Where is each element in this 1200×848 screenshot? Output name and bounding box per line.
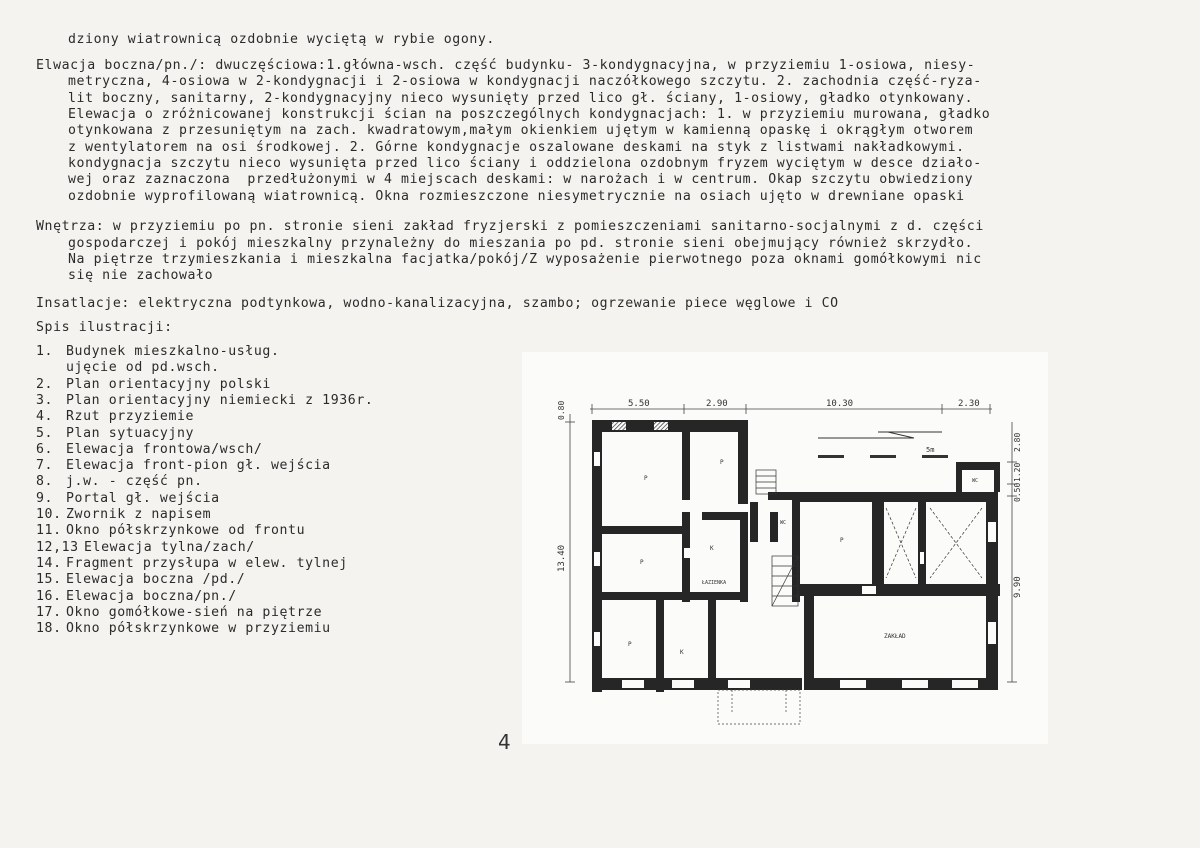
dim-right-1: 2.80 (1013, 432, 1022, 452)
text-line: ozdobnie wyprofilowaną wiatrownicą. Okna rozmieszczone niesymetrycznie na osiach ujęto w drewniane opaski (68, 189, 965, 204)
illustration-item (36, 344, 280, 360)
text-line: kondygnacja szczytu nieco wysunięta przed lico ściany i oddzielona ozdobnym fryzem wyciętym w desce działo- (68, 156, 982, 171)
room-label: WC (972, 478, 979, 484)
illustration-number: 8. (36, 474, 54, 490)
room-label: P (644, 475, 648, 482)
scale-label: 5m (926, 446, 935, 454)
illustration-title: Elewacja boczna/pn./ (66, 588, 237, 604)
illustration-item (36, 458, 331, 474)
text-line: metryczna, 4-osiowa w 2-kondygnacji i 2-osiowa w kondygnacji naczółkowego szczytu. 2. zachodnia część-ryza- (68, 74, 982, 89)
illustration-item (36, 491, 220, 507)
illustration-title: Okno półskrzynkowe w przyziemiu (66, 621, 331, 637)
illustration-number: 5. (36, 425, 54, 441)
illustration-number: 6. (36, 441, 54, 457)
illustration-item (36, 556, 348, 572)
illustration-item (36, 523, 305, 539)
illustration-number: 14. (36, 555, 62, 571)
dim-left: 13.40 (557, 544, 567, 572)
room-label: P (628, 641, 632, 648)
illustration-number: 1. (36, 344, 54, 359)
text-line: dziony wiatrownicą ozdobnie wyciętą w rybie ogony. (68, 32, 495, 47)
illustration-item (36, 393, 373, 409)
illustration-number: 12,13 (36, 539, 79, 555)
entrance-steps (718, 690, 800, 724)
floor-plan-photo (522, 352, 1048, 744)
illustration-number: 17. (36, 604, 62, 620)
illustration-title: ujęcie od pd.wsch. (66, 360, 220, 376)
illustration-number: 18. (36, 621, 62, 637)
page-number: 4 (498, 730, 511, 754)
illustration-title: Elewacja front-pion gł. wejścia (66, 458, 331, 474)
room-label: P (840, 537, 844, 544)
illustration-title: j.w. - część pn. (66, 474, 203, 490)
illustration-item (36, 507, 211, 523)
illustration-number: 7. (36, 458, 54, 474)
room-label: K (710, 545, 714, 552)
illustration-item (36, 474, 203, 490)
installations-line: Insatlacje: elektryczna podtynkowa, wodno-kanalizacyjna, szambo; ogrzewanie piece węglowe i CO (36, 296, 839, 311)
text-line: otynkowana z przesuniętym na zach. kwadratowym,małym okienkiem ujętym w kamienną opaskę i okrągłym otworem (68, 123, 974, 138)
illustration-item (36, 360, 220, 376)
illustration-item (36, 409, 194, 425)
dim-right-4: 9.90 (1013, 576, 1023, 598)
illustration-title: Plan orientacyjny polski (66, 376, 271, 392)
room-label: ZAKŁAD (884, 633, 906, 640)
room-label: ŁAZIENKA (702, 580, 727, 586)
dim-right-2: 1.20 (1013, 462, 1022, 482)
illustration-title: Plan orientacyjny niemiecki z 1936r. (66, 392, 374, 408)
floor-plan-drawing (522, 352, 1048, 744)
illustration-number: 2. (36, 376, 54, 392)
illustration-item (36, 377, 271, 393)
text-line: gospodarczej i pokój mieszkalny przynależny do mieszania po pd. stronie sieni obejmujący również skrzydło. (68, 236, 974, 251)
text-line: wej oraz zaznaczona przedłużonymi w 4 miejscach deskami: w narożach i w centrum. Okap szczytu obwiedziony (68, 172, 974, 187)
text-line: Elewacja o zróżnicowanej konstrukcji ścian na poszczególnych kondygnacjach: 1. w przyziemiu murowana, gładko (68, 107, 991, 122)
illustration-item (36, 589, 237, 605)
illustration-title: Fragment przysłupa w elew. tylnej (66, 555, 348, 571)
illustration-number: 16. (36, 588, 62, 604)
shafts (886, 508, 982, 578)
illustration-number: 15. (36, 572, 62, 588)
illustration-title: Rzut przyziemie (66, 409, 195, 425)
illustration-list-heading: Spis ilustracji: (36, 320, 173, 335)
illustration-title: Elewacja boczna /pd./ (66, 572, 246, 588)
illustration-item (36, 426, 194, 442)
illustration-number: 11. (36, 523, 62, 539)
north-arrow-icon (818, 432, 942, 438)
illustration-item (36, 442, 262, 458)
illustration-item (36, 540, 255, 556)
illustration-title: Zwornik z napisem (66, 507, 212, 522)
illustration-item (36, 621, 331, 637)
illustration-title: Budynek mieszkalno-usług. (66, 344, 280, 359)
dim-top-2: 2.90 (706, 399, 728, 409)
illustration-item (36, 572, 245, 588)
text-line: Elwacja boczna/pn./: dwuczęściowa:1.główna-wsch. część budynku- 3-kondygnacyjna, w przyziemiu 1-osiowa, niesy- (36, 58, 976, 73)
illustration-title: Plan sytuacyjny (66, 425, 195, 441)
illustration-title: Okno półskrzynkowe od frontu (66, 523, 306, 539)
text-line: Wnętrza: w przyziemiu po pn. stronie sieni zakład fryzjerski z pomieszczeniami sanitarno-socjalnymi z d. części (36, 219, 984, 234)
illustration-number: 3. (36, 392, 54, 408)
room-label: P (720, 459, 724, 466)
illustration-number: 4. (36, 409, 54, 425)
illustration-title: Elewacja frontowa/wsch/ (66, 441, 263, 457)
dim-left-top: 0.80 (557, 400, 566, 420)
text-line: z wentylatorem na osi środkowej. 2. Górne kondygnacje oszalowane deskami na styk z listwami nakładkowymi. (68, 140, 965, 155)
illustration-title: Okno gomółkowe-sień na piętrze (66, 604, 323, 620)
room-label: WC (780, 520, 787, 526)
room-label: P (640, 559, 644, 566)
dim-right-3: 0.50 (1013, 482, 1022, 502)
text-line: się nie zachowało (68, 268, 214, 283)
scale-bar (818, 446, 948, 458)
dim-top-4: 2.30 (958, 399, 980, 409)
text-line: lit boczny, sanitarny, 2-kondygnacyjny nieco wysunięty przed lico gł. ściany, 1-osiowy, gładko otynkowany. (68, 91, 974, 106)
illustration-number: 9. (36, 490, 54, 506)
illustration-number: 10. (36, 507, 62, 522)
room-label: K (680, 649, 684, 656)
illustration-item (36, 605, 322, 621)
dim-top-3: 10.30 (826, 399, 854, 409)
text-line: Na piętrze trzymieszkania i mieszkalna facjatka/pokój/Z wyposażenie pierwotnego poza oknami gomółkowymi nic (68, 252, 982, 267)
illustration-title: Portal gł. wejścia (66, 490, 220, 506)
dim-top-1: 5.50 (628, 399, 650, 409)
illustration-title: Elewacja tylna/zach/ (84, 539, 255, 555)
